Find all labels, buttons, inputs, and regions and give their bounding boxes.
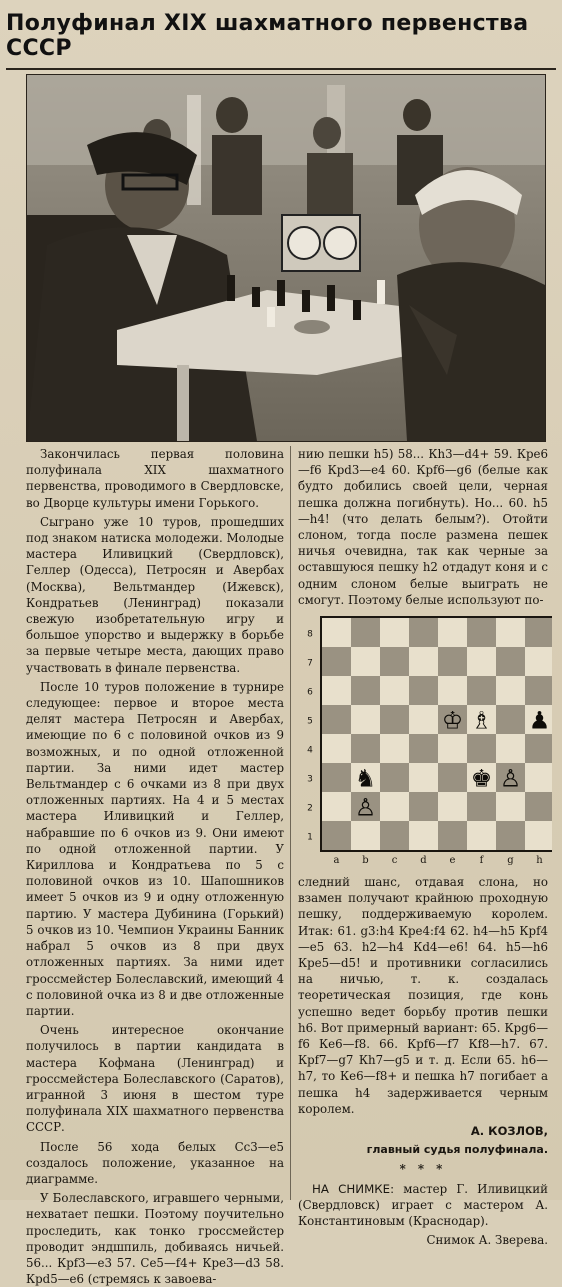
paragraph-standings: После 10 туров положение в турнире следующее: первое и второе места делят мастера Петросян и Авербах, имеющие по 6 с половиной очков из 9 возможных, и по одной отложенной партии. За ними идет мастер Вельтмандер с 6 очками из 8 при двух отложенных партиях. На 4 и 5 местах мастера Иливицкий и Геллер, набравшие по 6 очков из 9. Они имеют по одной отложенной партии. У Кириллова и Кондратьева по 5 с половиной очков из 10. Шапошников имеет 5 очков из 9 и одну отложенную партию. У мастера Дубинина (Горький) 5 очков из 10. Чемпион Украины Банник набрал 5 очков из 8 при двух отложенных партиях. За ними идет гроссмейстер Болеславский, имеющий 4 с половиной очка из 8 и две отложенные партии. xyxy=(26,679,284,1018)
photo-credit: Снимок А. Зверева. xyxy=(426,1233,548,1248)
author-title: главный судья полуфинала. xyxy=(366,1143,548,1157)
board-square-g5 xyxy=(496,705,525,734)
board-square-h4 xyxy=(525,734,552,763)
white-bishop-piece: ♗ xyxy=(470,706,493,735)
article-column-right-bottom xyxy=(298,874,548,1248)
board-square-c8 xyxy=(380,618,409,647)
board-square-b6 xyxy=(351,676,380,705)
board-square-b5 xyxy=(351,705,380,734)
board-square-f7 xyxy=(467,647,496,676)
rank-label: 5 xyxy=(307,716,313,727)
section-separator: * * * xyxy=(399,1162,447,1177)
board-square-b7 xyxy=(351,647,380,676)
chess-diagram xyxy=(300,614,552,870)
board-square-d8 xyxy=(409,618,438,647)
rank-label: 2 xyxy=(307,803,313,814)
board-square-h1 xyxy=(525,821,552,850)
paragraph-intro: Закончилась первая половина полуфинала XIX шахматного первенства, проводимого в Свердловске, во Дворце культуры имени Горького. xyxy=(26,447,284,510)
board-square-h6 xyxy=(525,676,552,705)
board-square-f8 xyxy=(467,618,496,647)
board-square-d3 xyxy=(409,763,438,792)
board-square-d2 xyxy=(409,792,438,821)
file-label: c xyxy=(391,855,398,866)
rank-label: 6 xyxy=(307,687,313,698)
board-square-c5 xyxy=(380,705,409,734)
file-label: b xyxy=(362,855,369,866)
black-pawn-piece: ♟ xyxy=(528,706,551,735)
board-square-h3 xyxy=(525,763,552,792)
board-square-e7 xyxy=(438,647,467,676)
board-square-e1 xyxy=(438,821,467,850)
paragraph-tours: Сыграно уже 10 туров, прошедших под знаком натиска молодежи. Молодые мастера Иливицкий (Свердловск), Геллер (Одесса), Петросян и Авербах (Москва), Вельтмандер (Ижевск), Кондратьев (Ленинград) показали свежую изобретательную игру и большое упорство и выдержку в борьбе за первые четыре места, дающих право участвовать в финале первенства. xyxy=(26,514,284,675)
board-square-a7 xyxy=(322,647,351,676)
rank-label: 8 xyxy=(307,629,313,640)
board-square-e4 xyxy=(438,734,467,763)
board-square-h2 xyxy=(525,792,552,821)
board-square-f2 xyxy=(467,792,496,821)
caption-label: НА СНИМКЕ: xyxy=(312,1181,395,1196)
board-square-b8 xyxy=(351,618,380,647)
board-square-a8 xyxy=(322,618,351,647)
rank-label: 4 xyxy=(307,745,313,756)
paragraph-ending: следний шанс, отдавая слона, но взамен получают крайнюю проходную пешку, поддерживаемую королем. Итак: 61. g3:h4 Кре4:f4 62. h4—h5 Крf4—е5 63. h2—h4 Кd4—е6! 64. h5—h6 Кре5—d5! и противники согласились на ничью, т. к. создалась теоретическая позиция, где конь успешно ведет борьбу против пешки h6. Вот примерный вариант: 65. Крg6—f6 Ке6—f8. 66. Крf6—f7 Кf8—h7. 67. Крf7—g7 Кh7—g5 и т. д. Если 65. h6—h7, то Ке6—f8+ и пешка h7 погибает а пешка h4 задерживается черным королем. xyxy=(298,875,548,1116)
board-square-b4 xyxy=(351,734,380,763)
file-label: a xyxy=(333,855,340,866)
article-column-right-top xyxy=(298,446,548,616)
paragraph-continuation: нию пешки h5) 58... Кh3—d4+ 59. Кре6—f6 Крd3—е4 60. Крf6—g6 (белые как будто добились своей цели, черная пешка должна погибнуть). Но... 60. h5—h4! (что делать белым?). Отойти слоном, тогда после размена пешек ничья очевидна, так как черные за оставшуюся пешку h2 отдадут коня и с одним слоном белые выиграть не смогут. Поэтому белые используют по- xyxy=(298,447,548,607)
file-label: d xyxy=(420,855,427,866)
black-king-piece: ♚ xyxy=(470,764,493,793)
paragraph-game-intro: Очень интересное окончание получилось в партии кандидата в мастера Кофмана (Ленинград) и гроссмейстера Болеславского (Саратов), игранной 3 июня в шестом туре полуфинала XIX шахматного первенства СССР. xyxy=(26,1023,284,1135)
file-label: g xyxy=(507,855,514,866)
news-photo xyxy=(26,74,546,442)
board-square-e3 xyxy=(438,763,467,792)
board-square-a5 xyxy=(322,705,351,734)
chess-board xyxy=(300,614,552,870)
board-square-d1 xyxy=(409,821,438,850)
board-square-f1 xyxy=(467,821,496,850)
board-square-g7 xyxy=(496,647,525,676)
board-square-e2 xyxy=(438,792,467,821)
caption-text: мастер Г. Иливицкий (Свердловск) играет с мастером А. Константиновым (Краснодар). xyxy=(298,1181,548,1229)
board-square-d4 xyxy=(409,734,438,763)
board-square-a3 xyxy=(322,763,351,792)
file-label: f xyxy=(479,855,484,866)
white-pawn-piece: ♙ xyxy=(354,793,377,822)
board-square-g8 xyxy=(496,618,525,647)
board-square-a2 xyxy=(322,792,351,821)
headline: Полуфинал XIX шахматного первенства СССР xyxy=(6,4,556,70)
chess-players-photo xyxy=(27,75,545,441)
column-divider xyxy=(290,446,291,1200)
author-signature: А. КОЗЛОВ, xyxy=(470,1124,548,1139)
board-square-b1 xyxy=(351,821,380,850)
board-square-g6 xyxy=(496,676,525,705)
photo-caption xyxy=(298,1181,548,1230)
black-knight-piece: ♞ xyxy=(354,764,377,793)
board-square-c4 xyxy=(380,734,409,763)
file-label: e xyxy=(449,855,456,866)
board-square-g2 xyxy=(496,792,525,821)
board-square-f4 xyxy=(467,734,496,763)
board-square-g4 xyxy=(496,734,525,763)
board-square-h8 xyxy=(525,618,552,647)
board-square-e8 xyxy=(438,618,467,647)
board-square-d5 xyxy=(409,705,438,734)
board-square-c1 xyxy=(380,821,409,850)
rank-label: 7 xyxy=(307,658,313,669)
board-square-e6 xyxy=(438,676,467,705)
board-square-a1 xyxy=(322,821,351,850)
board-square-a4 xyxy=(322,734,351,763)
rank-label: 1 xyxy=(307,832,313,843)
file-label: h xyxy=(536,855,543,866)
board-square-c2 xyxy=(380,792,409,821)
paragraph-analysis: У Болеславского, игравшего черными, нехватает пешки. Поэтому поучительно проследить, как тонко гроссмейстер проводит эндшпиль, добиваясь ничьей. 56... Крf3—е3 57. Се5—f4+ Кре3—d3 58. Крd5—е6 (стремясь к завоева- xyxy=(26,1191,284,1287)
board-square-c7 xyxy=(380,647,409,676)
board-square-c3 xyxy=(380,763,409,792)
board-square-d7 xyxy=(409,647,438,676)
board-square-f6 xyxy=(467,676,496,705)
board-square-d6 xyxy=(409,676,438,705)
article-column-left xyxy=(26,446,284,1287)
board-square-a6 xyxy=(322,676,351,705)
paragraph-position: После 56 хода белых Сс3—е5 создалось положение, указанное на диаграмме. xyxy=(26,1139,284,1186)
rank-label: 3 xyxy=(307,774,313,785)
board-square-c6 xyxy=(380,676,409,705)
white-pawn-piece: ♙ xyxy=(499,764,522,793)
board-square-g1 xyxy=(496,821,525,850)
board-square-h7 xyxy=(525,647,552,676)
white-king-piece: ♔ xyxy=(441,706,464,735)
